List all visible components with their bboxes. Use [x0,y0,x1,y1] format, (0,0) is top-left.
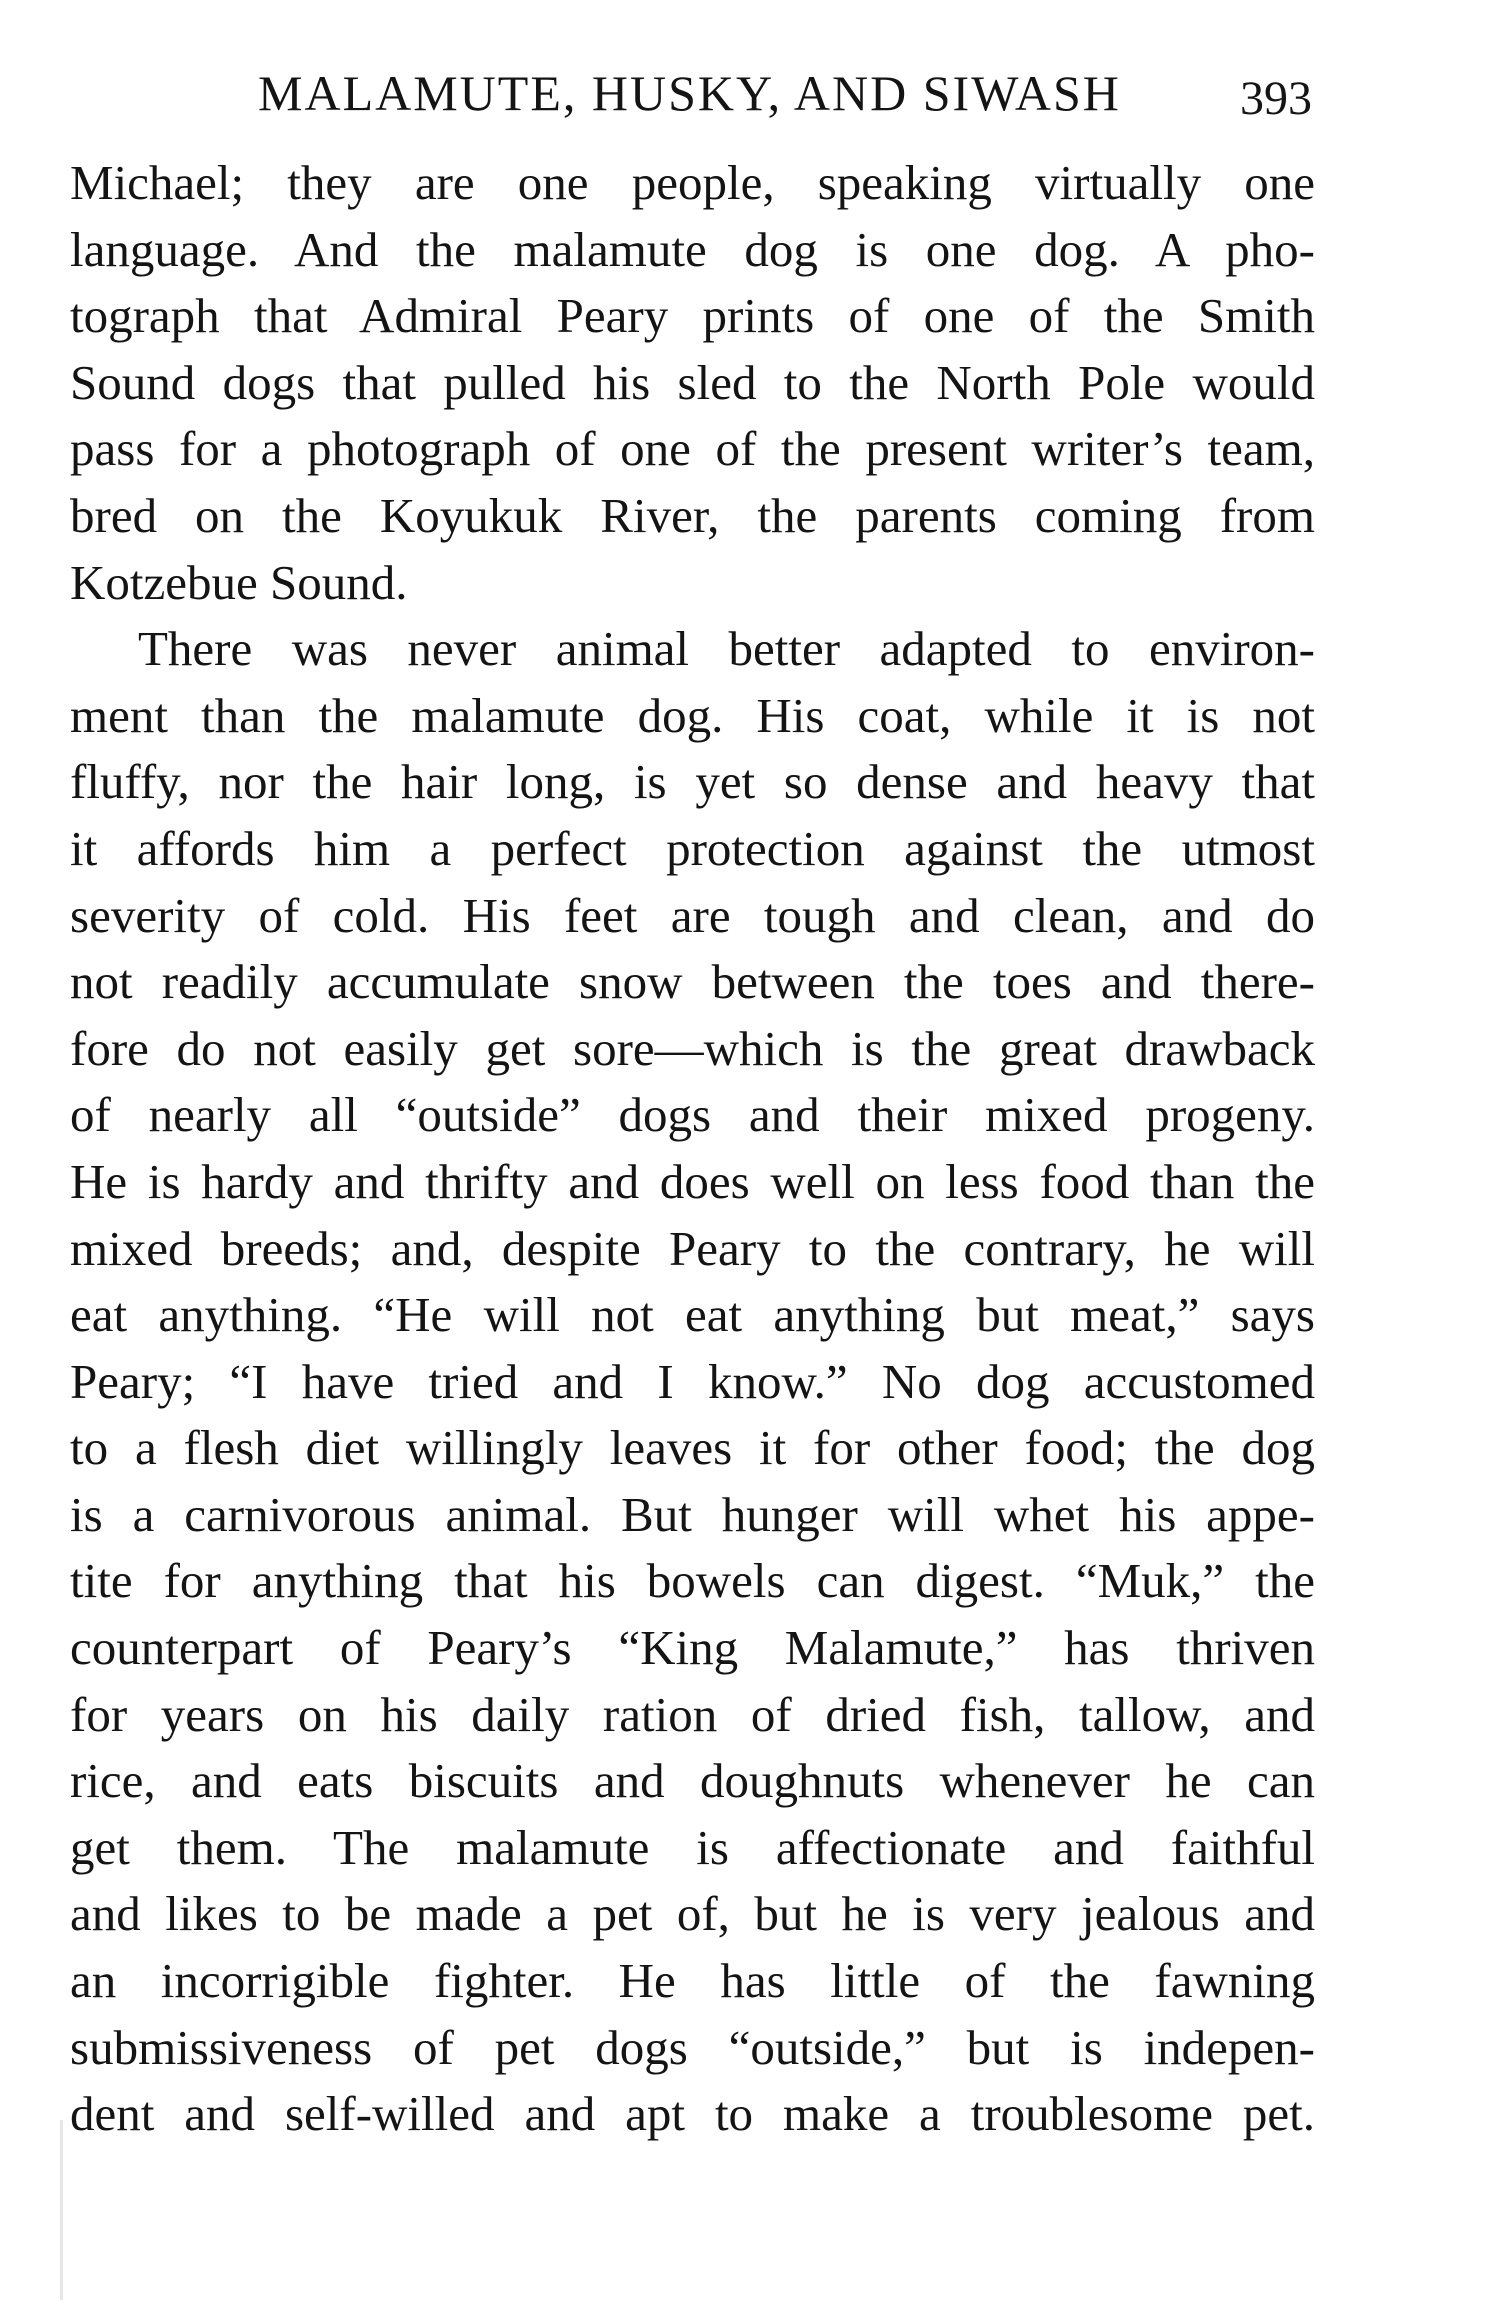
text-line: fluffy, nor the hair long, is yet so dense and heavy that [70,754,1315,810]
text-line: eat anything. “He will not eat anything but meat,” says [70,1287,1315,1343]
text-line: to a flesh diet willingly leaves it for other food; the dog [70,1420,1315,1476]
page-number: 393 [1240,72,1312,125]
text-line: is a carnivorous animal. But hunger will whet his appe- [70,1486,1315,1542]
text-line: bred on the Koyukuk River, the parents coming from [70,487,1315,543]
text-line: fore do not easily get sore—which is the great drawback [70,1020,1315,1076]
text-line: and likes to be made a pet of, but he is very jealous and [70,1886,1315,1942]
text-line: counterpart of Peary’s “King Malamute,” has thriven [70,1620,1315,1676]
text-line: severity of cold. His feet are tough and clean, and do [70,887,1315,943]
running-title: MALAMUTE, HUSKY, AND SIWASH [258,65,1121,121]
text-line: an incorrigible fighter. He has little of the fawning [70,1953,1315,2009]
text-line: He is hardy and thrifty and does well on less food than the [70,1153,1315,1209]
text-line: get them. The malamute is affectionate and faithful [70,1819,1315,1875]
text-line: Peary; “I have tried and I know.” No dog accustomed [70,1353,1315,1409]
scan-edge-mark [60,2120,63,2300]
text-line: dent and self-willed and apt to make a troublesome pet. [70,2086,1315,2142]
text-line: ment than the malamute dog. His coat, while it is not [70,687,1315,743]
text-line: Sound dogs that pulled his sled to the North Pole would [70,354,1315,410]
text-line: for years on his daily ration of dried fish, tallow, and [70,1686,1315,1742]
running-head [0,58,1498,128]
text-line: There was never animal better adapted to environ- [138,621,1315,677]
text-line: Kotzebue Sound. [70,554,408,610]
text-line: tograph that Admiral Peary prints of one of the Smith [70,288,1315,344]
text-line: not readily accumulate snow between the toes and there- [70,954,1315,1010]
text-line: Michael; they are one people, speaking virtually one [70,155,1315,210]
text-line: mixed breeds; and, despite Peary to the contrary, he will [70,1220,1315,1276]
text-line: pass for a photograph of one of the present writer’s team, [70,421,1315,477]
text-line: tite for anything that his bowels can digest. “Muk,” the [70,1553,1315,1609]
text-line: language. And the malamute dog is one dog. A pho- [70,221,1315,277]
text-line: of nearly all “outside” dogs and their mixed progeny. [70,1087,1315,1143]
text-line: it affords him a perfect protection against the utmost [70,820,1315,876]
body-text [70,150,1315,2148]
text-line: rice, and eats biscuits and doughnuts whenever he can [70,1753,1315,1809]
text-line: submissiveness of pet dogs “outside,” but is indepen- [70,2019,1315,2075]
